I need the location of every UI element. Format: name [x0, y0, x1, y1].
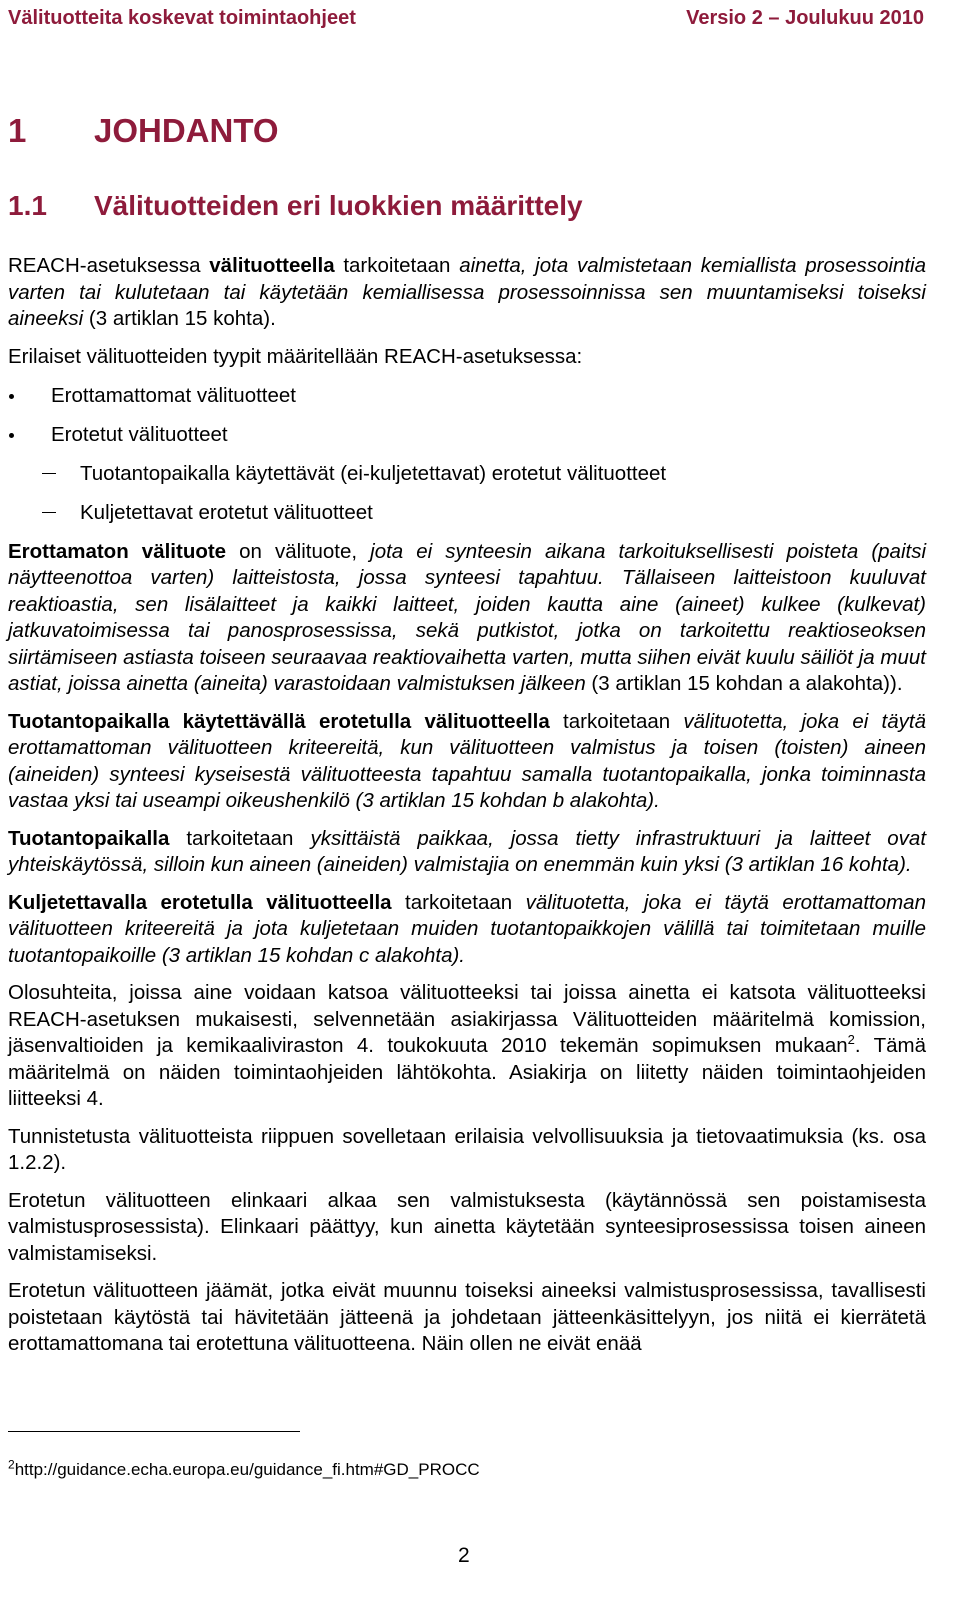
body-text [8, 253, 926, 1369]
list-item: Erottamattomat välituotteet [8, 383, 926, 422]
bold-term: välituotteella [209, 254, 335, 277]
paragraph-types-intro: Erilaiset välituotteiden tyypit määritellään REACH-asetuksessa: [8, 344, 583, 368]
paragraph-transported-isolated [8, 890, 926, 970]
paragraph-non-isolated [8, 539, 926, 698]
section-title: Välituotteiden eri luokkien määrittely [94, 190, 583, 221]
bold-term: Erottamaton välituote [8, 539, 227, 563]
bold-term: Kuljetettavalla erotetulla välituotteella [8, 890, 392, 914]
paragraph-conditions [8, 980, 926, 1113]
version-date: Versio 2 – Joulukuu 2010 [686, 6, 924, 29]
types-list [8, 383, 926, 461]
text-run: (3 artiklan 15 kohta). [83, 307, 276, 330]
chapter-heading [8, 112, 279, 150]
paragraph-residues: Erotetun välituotteen jäämät, jotka eivät muunnu toiseksi aineeksi valmistusprosessissa, tavallisesti poistetaan käytöstä tai hävitetään jätteenä ja johdetaan jätteenkäsittelyyn, jos niitä ei kierrätetä erottamattomana tai erotettuna välituotteena. Näin ollen ne eivät enää [8, 1279, 926, 1355]
chapter-number: 1 [8, 112, 27, 149]
paragraph-onsite-isolated [8, 709, 926, 815]
italic-quote: jota ei synteesin aikana tarkoituksellisesti poisteta (paitsi näytteenottoa varten) laitteistosta, jossa synteesi tapahtuu. Tällaiseen laitteistoon kuuluvat reaktioastia, sen lisälaitteet ja kaikki laitteet, joiden kautta aine (aineet) kulkee (kulkevat) jatkuvatoimisessa tai panosprosessissa, sekä putkistot, jotka on tarkoitettu reaktioseoksen siirtämiseen astiasta toiseen seuraavaa reaktiovaihetta varten, mutta siihen eivät kuulu säiliöt ja muut astiat, joissa ainetta (aineita) varastoidaan valmistuksen jälkeen [8, 539, 926, 695]
list-item: Tuotantopaikalla käytettävät (ei-kuljetettavat) erotetut välituotteet [8, 461, 926, 500]
paragraph-site [8, 826, 926, 879]
footnote-marker: 2 [8, 1457, 15, 1472]
section-number: 1.1 [8, 190, 47, 221]
footnote-ref: 2 [847, 1032, 855, 1048]
italic-quote: yksittäistä paikkaa, jossa tietty infrastruktuuri ja laitteet ovat yhteiskäytössä, silloin kun aineen (aineiden) valmistajia on enemmän kuin yksi (3 artiklan 16 kohta). [8, 826, 927, 876]
page-header [8, 4, 924, 32]
chapter-title: JOHDANTO [94, 112, 279, 149]
text-run: REACH-asetuksessa [8, 254, 210, 277]
paragraph-reach-definition [8, 253, 926, 333]
italic-quote: välituotetta, joka ei täytä erottamattoman välituotteen kriteereitä ja jota kuljetetaan muiden tuotantopaikkojen välillä tai toimitetaan muille tuotantopaikoille (3 artiklan 15 kohdan c alakohta). [8, 890, 926, 967]
paragraph-lifecycle: Erotetun välituotteen elinkaari alkaa sen valmistuksesta (käytännössä sen poistamisesta valmistusprosessista). Elinkaari päättyy, kun ainetta käytetään synteesiprosessissa toisen aineen valmistamiseksi. [8, 1188, 926, 1265]
italic-quote: ainetta, jota valmistetaan kemiallista prosessointia varten tai kulutetaan tai käytetään kemiallisessa prosessoinnissa sen muuntamiseksi toiseksi aineeksi [8, 254, 927, 330]
document-title: Välituotteita koskevat toimintaohjeet [8, 6, 356, 29]
text-run: Olosuhteita, joissa aine voidaan katsoa välituotteeksi tai joissa ainetta ei katsota välituotteeksi REACH-asetuksen mukaisesti, selvennetään asiakirjassa Välituotteiden määritelmä komission, jäsenvaltioiden ja kemikaaliviraston 4. toukokuuta 2010 tekemän sopimuksen mukaan [8, 981, 926, 1057]
text-run: tarkoitetaan [549, 709, 684, 733]
list-item: Erotetut välituotteet [8, 422, 926, 461]
text-run: on välituote, [226, 539, 371, 563]
subtypes-list [8, 461, 926, 539]
text-run: (3 artiklan 15 kohdan a alakohta)). [585, 672, 903, 695]
footnote [8, 1457, 480, 1480]
text-run: tarkoitetaan [334, 254, 460, 277]
bold-term: Tuotantopaikalla [8, 826, 170, 850]
text-run: . Tämä määritelmä on näiden toimintaohjeiden lähtökohta. Asiakirja on liitetty näiden toimintaohjeiden liitteeksi 4. [8, 1034, 926, 1110]
text-run: tarkoitetaan [391, 890, 526, 914]
page-number: 2 [458, 1544, 470, 1567]
list-item: Kuljetettavat erotetut välituotteet [8, 500, 926, 539]
bold-term: Tuotantopaikalla käytettävällä erotetulla välituotteella [8, 709, 550, 733]
footnote-link[interactable]: http://guidance.echa.europa.eu/guidance_fi.htm#GD_PROCC [14, 1460, 480, 1479]
section-heading [8, 190, 583, 222]
footnote-separator [8, 1431, 300, 1432]
italic-quote: välituotetta, joka ei täytä erottamattoman välituotteen kriteereitä, kun välituotteen valmistus ja toisen (toisten) aineen (aineiden) synteesi kyseisestä välituotteesta tapahtuu samalla tuotantopaikalla, jonka toiminnasta vastaa yksi tai useampi oikeushenkilö (3 artiklan 15 kohdan b alakohta). [8, 709, 927, 812]
paragraph-obligations: Tunnistetusta välituotteista riippuen sovelletaan erilaisia velvollisuuksia ja tietovaatimuksia (ks. osa 1.2.2). [8, 1124, 926, 1174]
text-run: tarkoitetaan [169, 826, 311, 850]
